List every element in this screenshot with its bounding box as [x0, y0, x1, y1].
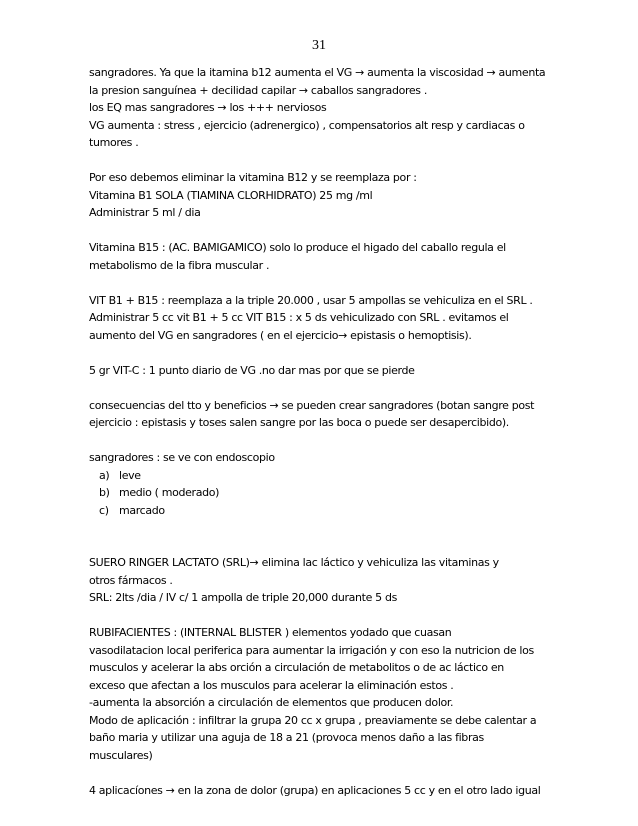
document-body	[89, 64, 589, 799]
text-line: Vitamina B1 SOLA (TIAMINA CLORHIDRATO) 25 mg /ml	[89, 188, 373, 202]
text-line: otros fármacos .	[89, 573, 173, 587]
paragraph-vit-b1-b15	[89, 292, 589, 345]
list-item-text: marcado	[119, 503, 165, 517]
paragraph-applications	[89, 782, 589, 800]
list-marker: c)	[99, 503, 109, 517]
text-line: sangradores : se ve con endoscopio	[89, 451, 275, 464]
text-line: Modo de aplicación : infiltrar la grupa 20 cc x grupa , preaviamente se debe calentar a	[89, 713, 537, 727]
paragraph-vitamin-b1	[89, 169, 589, 222]
text-line: la presion sanguínea + decilidad capilar → caballos sangradores .	[89, 83, 427, 97]
text-line: 4 aplicacíones → en la zona de dolor (grupa) en aplicaciones 5 cc y en el otro lado igual	[89, 783, 541, 797]
list-marker: b)	[99, 486, 110, 499]
text-line: tumores .	[89, 136, 139, 149]
text-line: VIT B1 + B15 : reemplaza a la triple 20.000 , usar 5 ampollas se vehiculiza en el SRL .	[89, 293, 533, 307]
text-line: vasodilatacion local periferica para aumentar la irrigación y con eso la nutricion de los	[89, 643, 534, 657]
list-item-text: medio ( moderado)	[119, 486, 220, 499]
paragraph-vit-c	[89, 362, 589, 380]
text-line: Administrar 5 cc vit B1 + 5 cc VIT B15 : x 5 ds vehiculizado con SRL . evitamos el	[89, 311, 509, 324]
list-item-text: leve	[119, 468, 141, 482]
text-line: 5 gr VIT-C : 1 punto diario de VG .no dar mas por que se pierde	[89, 363, 415, 377]
text-line: Por eso debemos eliminar la vitamina B12 y se reemplaza por :	[89, 171, 417, 184]
text-line: musculos y acelerar la abs orción a circulación de metabolitos o de ac láctico en	[89, 661, 504, 674]
paragraph-bleeders-list	[89, 449, 589, 519]
text-line: los EQ mas sangradores → los +++ nerviosos	[89, 101, 327, 114]
text-line: baño maria y utilizar una aguja de 18 a 21 (provoca menos daño a las fibras	[89, 731, 484, 744]
text-line: exceso que afectan a los musculos para acelerar la eliminación estos .	[89, 678, 454, 692]
text-line: aumento del VG en sangradores ( en el ejercicio→ epistasis o hemoptisis).	[89, 328, 472, 342]
text-line: VG aumenta : stress , ejercicio (adrenergico) , compensatorios alt resp y cardiacas o	[89, 118, 525, 132]
paragraph-rubifacientes	[89, 624, 589, 764]
paragraph-vitamin-b15	[89, 239, 589, 274]
text-line: SRL: 2lts /dia / IV c/ 1 ampolla de triple 20,000 durante 5 ds	[89, 591, 397, 604]
list-item	[89, 484, 589, 502]
list-item	[89, 467, 589, 485]
list-marker: a)	[99, 468, 110, 482]
page-number: 31	[312, 38, 326, 53]
text-line: musculares)	[89, 748, 153, 762]
text-line: Administrar 5 ml / dia	[89, 206, 201, 219]
text-line: SUERO RINGER LACTATO (SRL)→ elimina lac láctico y vehiculiza las vitaminas y	[89, 556, 499, 569]
text-line: RUBIFACIENTES : (INTERNAL BLISTER ) elementos yodado que cuasan	[89, 626, 452, 639]
text-line: consecuencias del tto y beneficios → se pueden crear sangradores (botan sangre post	[89, 398, 535, 412]
text-line: ejercicio : epistasis y toses salen sangre por las boca o puede ser desapercibido).	[89, 416, 509, 429]
text-line: -aumenta la absorción a circulación de elementos que producen dolor.	[89, 696, 454, 709]
paragraph-consequences	[89, 397, 589, 432]
text-line: sangradores. Ya que la itamina b12 aumenta el VG → aumenta la viscosidad → aumenta	[89, 66, 546, 79]
list-item	[89, 502, 589, 520]
paragraph-srl	[89, 554, 589, 607]
text-line: metabolismo de la fibra muscular .	[89, 258, 270, 272]
paragraph-vg-viscosity	[89, 64, 589, 152]
text-line: Vitamina B15 : (AC. BAMIGAMICO) solo lo produce el higado del caballo regula el	[89, 241, 506, 254]
